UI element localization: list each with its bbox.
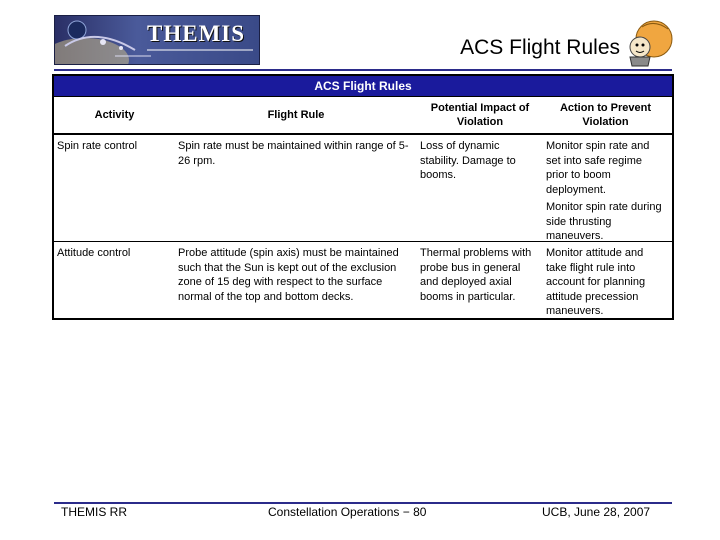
logo-text: THEMIS [147, 21, 246, 46]
footer-center-text: Constellation Operations − 80 [268, 505, 427, 519]
action-text: Monitor spin rate and set into safe regime prior to boom deployment. [546, 140, 650, 196]
action-text: Monitor attitude and take flight rule into account for planning attitude precession maneuvers. [546, 247, 646, 317]
flight-rule-cell: Probe attitude (spin axis) must be maintained such that the Sun is kept out of the exclusion zone of 15 deg with respect to the surface normal of the top and bottom decks. [178, 247, 399, 303]
impact-cell: Loss of dynamic stability. Damage to booms. [420, 140, 516, 181]
header-divider [54, 69, 672, 71]
footer-left-text: THEMIS RR [61, 505, 127, 519]
table-row [54, 242, 672, 318]
themis-logo [54, 15, 260, 65]
action-text: Monitor spin rate during side thrusting maneuvers. [546, 201, 662, 242]
footer-right-text: UCB, June 28, 2007 [542, 505, 651, 519]
activity-cell: Spin rate control [57, 140, 138, 152]
flight-rule-cell: Spin rate must be maintained within range of 5-26 rpm. [178, 140, 409, 167]
action-cell [543, 135, 668, 241]
activity-cell: Attitude control [57, 247, 131, 259]
slide-title: ACS Flight Rules [460, 36, 620, 59]
column-header-activity: Activity [94, 108, 135, 121]
table-header-row [54, 97, 672, 135]
flight-rules-table [52, 74, 674, 320]
themis-mascot-icon [622, 17, 674, 67]
impact-cell: Thermal problems with probe bus in general and deployed axial booms in particular. [420, 247, 532, 303]
table-title: ACS Flight Rules [54, 76, 672, 97]
column-header-action: Action to Prevent Violation [559, 101, 652, 128]
table-row [54, 135, 672, 242]
footer-divider [54, 502, 672, 504]
column-header-impact: Potential Impact of Violation [430, 101, 530, 128]
action-cell [543, 242, 668, 318]
column-header-flight-rule: Flight Rule [267, 108, 325, 121]
